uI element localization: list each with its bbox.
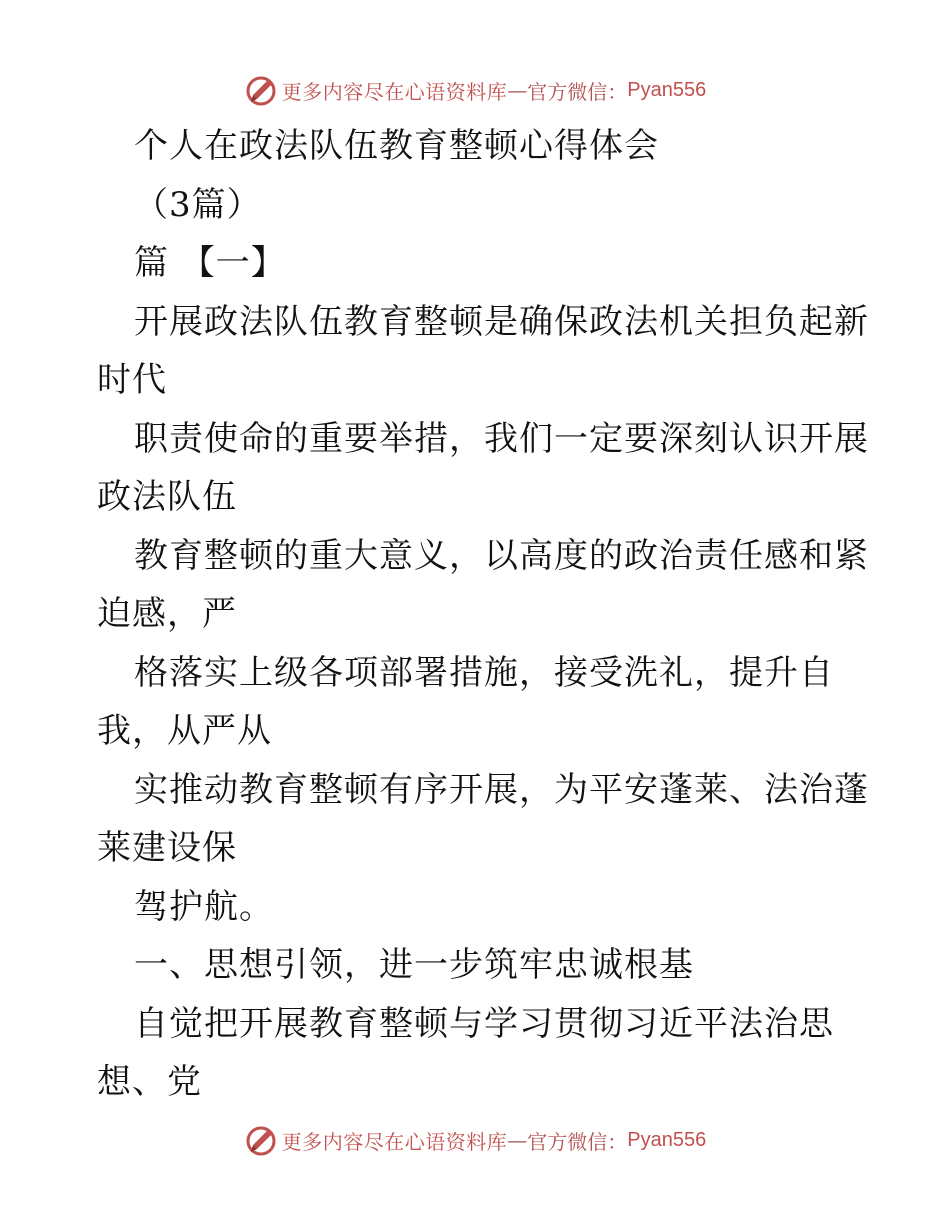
paragraph-line: 开展政法队伍教育整顿是确保政法机关担负起新 xyxy=(134,301,869,342)
footer-watermark-banner xyxy=(0,1120,950,1160)
pen-logo-icon xyxy=(244,1123,278,1157)
paragraph-line: 职责使命的重要举措，我们一定要深刻认识开展 xyxy=(134,418,869,459)
paragraph-line: 迫感，严 xyxy=(97,594,237,634)
paragraph-line: 时代 xyxy=(97,360,167,400)
section-heading: 篇 【一】 xyxy=(134,243,286,283)
paragraph-line: 实推动教育整顿有序开展，为平安蓬莱、法治蓬 xyxy=(134,769,869,810)
header-watermark-banner xyxy=(0,70,950,110)
paragraph-line: 格落实上级各项部署措施，接受洗礼，提升自 xyxy=(134,652,834,693)
banner-separator: — xyxy=(507,1128,528,1152)
document-body xyxy=(97,117,867,1112)
paragraph-line: 我，从严从 xyxy=(97,711,272,751)
banner-wechat-label: 官方微信： xyxy=(527,1129,628,1154)
banner-text: 更多内容尽在心语资料库 xyxy=(281,79,508,104)
subsection-heading: 一、思想引领，进一步筑牢忠诚根基 xyxy=(134,945,694,985)
pen-logo-icon xyxy=(244,73,278,107)
paragraph-line: 驾护航。 xyxy=(134,886,274,927)
paragraph-line: 教育整顿的重大意义，以高度的政治责任感和紧 xyxy=(134,535,869,576)
document-title: 个人在政法队伍教育整顿心得体会 xyxy=(134,126,659,166)
document-subtitle: （3篇） xyxy=(134,184,262,225)
paragraph-line: 想、党 xyxy=(97,1062,202,1102)
paragraph-line: 政法队伍 xyxy=(97,477,237,517)
banner-wechat-id: Pyan556 xyxy=(627,78,707,101)
paragraph-line: 自觉把开展教育整顿与学习贯彻习近平法治思 xyxy=(134,1003,834,1044)
banner-text: 更多内容尽在心语资料库 xyxy=(281,1129,508,1154)
paragraph-line: 莱建设保 xyxy=(97,828,237,868)
banner-wechat-id: Pyan556 xyxy=(627,1128,707,1151)
banner-separator: — xyxy=(507,78,528,102)
banner-wechat-label: 官方微信： xyxy=(527,79,628,104)
